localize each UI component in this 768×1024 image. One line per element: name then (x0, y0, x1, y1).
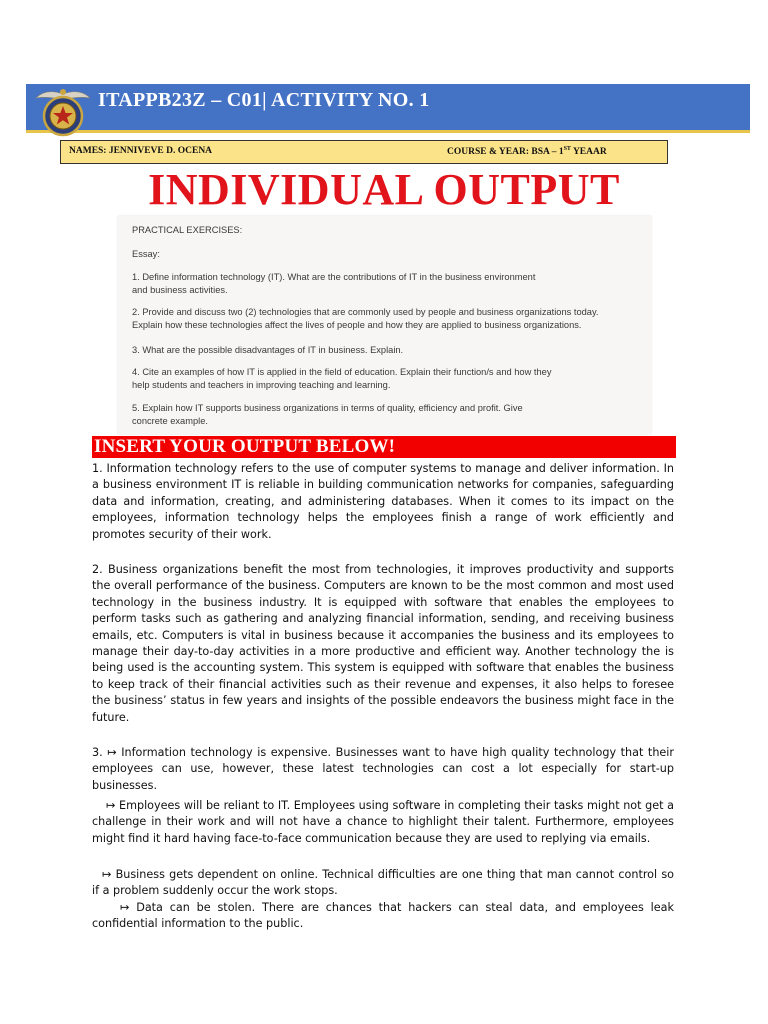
bullet-arrow-icon: ↦ (120, 901, 130, 914)
course-year: COURSE & YEAR: BSA – 1ST YEAAR (447, 146, 607, 158)
question-3: 3. What are the possible disadvantages of IT in business. Explain. (132, 345, 404, 355)
page-title: INDIVIDUAL OUTPUT (148, 165, 620, 214)
bullet-arrow-icon: ↦ (102, 868, 112, 881)
question-4-line-1: 4. Cite an examples of how IT is applied in the field of education. Explain their function/s and how they (132, 367, 552, 377)
question-1-line-2: and business activities. (132, 285, 228, 295)
bullet-arrow-icon: ↦ (106, 799, 116, 812)
question-5-line-2: concrete example. (132, 416, 208, 426)
answer-3-point-4: ↦ Data can be stolen. There are chances that hackers can steal data, and employees leak confidential information to the public. (92, 901, 674, 931)
answer-1: 1. Information technology refers to the use of computer systems to manage and deliver information. In a business environment IT is reliable in building communication networks for companies, safeguarding data and information, creating, and administering databases. When it comes to its impact on the employees, information technology helps the employees finish a range of work efficiently and promotes security of their work. (92, 462, 674, 541)
output-banner-label: INSERT YOUR OUTPUT BELOW! (94, 436, 396, 457)
exercise-image (118, 216, 651, 434)
answer-3-point-1: 3. ↦ Information technology is expensive. Businesses want to have high quality technology that their employees can use, however, these latest technologies can cost a lot especially for start-up businesses. (92, 746, 674, 792)
answer-3-point-2: ↦ Employees will be reliant to IT. Employees using software in completing their tasks might not get a challenge in their work and will not have a chance to highlight their talent. Furthermore, employees might find it hard having face-to-face communication because they are used to replying via emails. (92, 799, 674, 845)
output-banner (92, 436, 676, 458)
question-5-line-1: 5. Explain how IT supports business organizations in terms of quality, efficiency and profit. Give (132, 403, 523, 413)
header-banner-underline (26, 130, 750, 133)
question-2-line-1: 2. Provide and discuss two (2) technologies that are commonly used by people and business organizations today. (132, 307, 599, 317)
question-1-line-1: 1. Define information technology (IT). What are the contributions of IT in the business environment (132, 272, 536, 282)
answer-3-point-3: ↦ Business gets dependent on online. Technical difficulties are one thing that man cannot control so if a problem suddenly occur the work stops. (92, 868, 675, 898)
bullet-arrow-icon: ↦ (107, 746, 117, 759)
exercise-heading: PRACTICAL EXERCISES: (132, 225, 243, 235)
question-2-line-2: Explain how these technologies affect the lives of people and how they are applied to business organizations. (132, 320, 582, 330)
student-info-box (60, 140, 668, 164)
question-4-line-2: help students and teachers in improving teaching and learning. (132, 380, 391, 390)
student-names: NAMES: JENNIVEVE D. OCENA (69, 146, 213, 156)
school-seal-icon (32, 80, 94, 142)
answer-3-number: 3. (92, 746, 108, 759)
answer-2: 2. Business organizations benefit the most from technologies, it improves productivity and supports the overall performance of the business. Computers are known to be the most common and most used technology in the business industry. It is equipped with software that enables the employees to perform tasks such as gathering and analyzing financial information, sending, and receiving business emails, etc. Computers is vital in business because it accompanies the business and its employees to manage their day-to-day activities in a more productive and efficient way. Another technology the is being used is the accounting system. This system is equipped with software that enables the business to keep track of their financial activities such as their revenue and expenses, it also helps to foresee the business’ status in few years and insights of the possible endeavors the business might face in the future. (92, 563, 674, 724)
exercise-essay-label: Essay: (132, 249, 160, 259)
course-activity-title: ITAPPB23Z – C01| ACTIVITY NO. 1 (98, 89, 430, 111)
